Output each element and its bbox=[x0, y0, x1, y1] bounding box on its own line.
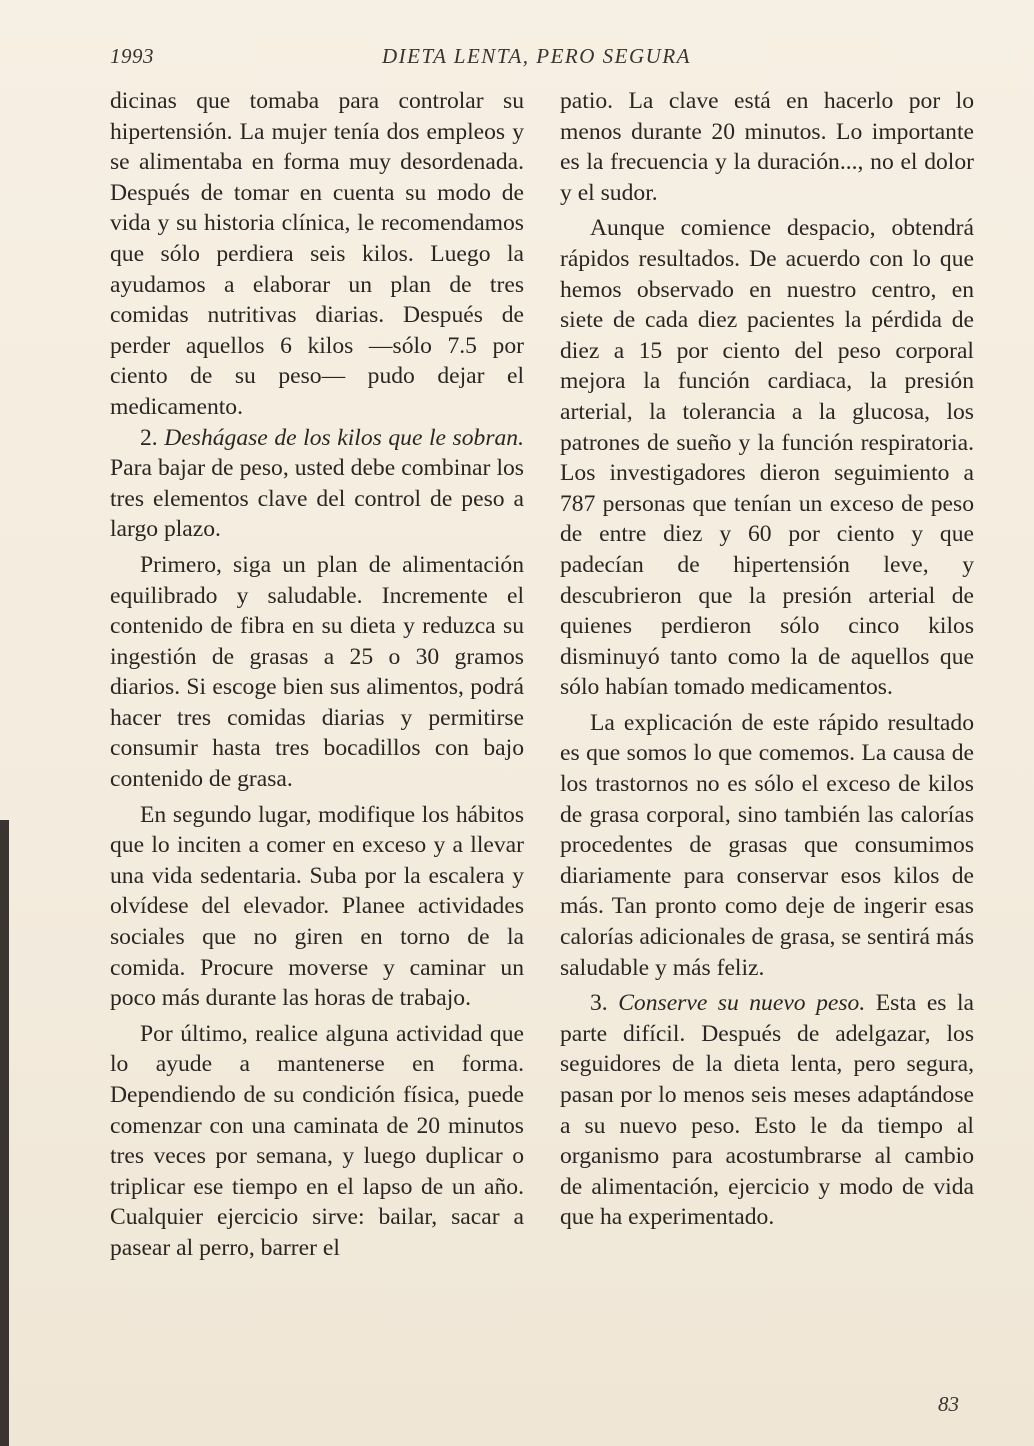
section-heading-italic: Deshágase de los kilos que le sobran. bbox=[164, 424, 524, 451]
right-paragraph-4 bbox=[560, 988, 974, 1233]
page-edge-shadow bbox=[0, 820, 9, 1446]
right-paragraph-2: Aunque comience despacio, obtendrá rápidos resultados. De acuerdo con lo que hemos observado en nuestro centro, en siete de cada diez pacientes la pérdida de diez a 15 por ciento del peso corporal mejora la función cardiaca, la presión arterial, la tolerancia a la glucosa, los patrones de sueño y la función respiratoria. Los investigadores dieron seguimiento a 787 personas que tenían un exceso de peso de entre diez y 60 por ciento y que padecían de hipertensión leve, y descubrieron que la presión arterial de quienes perdieron sólo cinco kilos disminuyó tanto como la de aquellos que sólo habían tomado medicamentos. bbox=[560, 215, 974, 701]
item-number: 2. bbox=[140, 424, 165, 451]
item-number: 3. bbox=[590, 990, 619, 1017]
running-header bbox=[110, 44, 970, 74]
right-column bbox=[560, 86, 974, 1233]
page-number: 83 bbox=[938, 1392, 959, 1416]
paragraph-text: Para bajar de peso, usted debe combinar los tres elementos clave del control de peso a largo plazo. bbox=[110, 455, 524, 543]
header-title: DIETA LENTA, PERO SEGURA bbox=[382, 44, 691, 68]
left-column bbox=[110, 86, 524, 1264]
right-paragraph-3: La explicación de este rápido resultado es que somos lo que comemos. La causa de los trastornos no es sólo el exceso de kilos de grasa corporal, sino también las calorías procedentes de grasas que consumimos diariamente para conservar esos kilos de más. Tan pronto como deje de ingerir esas calorías adicionales de grasa, se sentirá más saludable y más feliz. bbox=[560, 709, 974, 981]
left-paragraph-3: Primero, siga un plan de alimentación equilibrado y saludable. Incremente el contenido de fibra en su dieta y reduzca su ingestión de grasas a 25 o 30 gramos diarios. Si escoge bien sus alimentos, podrá hacer tres comidas diarias y permitirse consumir hasta tres bocadillos con bajo contenido de grasa. bbox=[110, 551, 524, 793]
left-paragraph-2 bbox=[110, 423, 524, 545]
left-paragraph-1: dicinas que tomaba para controlar su hipertensión. La mujer tenía dos empleos y se alimentaba en forma muy desordenada. Después de tomar en cuenta su modo de vida y su historia clínica, le recomendamos que sólo perdiera seis kilos. Luego la ayudamos a elaborar un plan de tres comidas nutritivas diarias. Después de perder aquellos 6 kilos —sólo 7.5 por ciento de su peso— pudo dejar el medicamento. bbox=[110, 88, 524, 420]
right-paragraph-1: patio. La clave está en hacerlo por lo menos durante 20 minutos. Lo importante es la frecuencia y la duración..., no el dolor y el sudor. bbox=[560, 88, 974, 206]
left-paragraph-4: En segundo lugar, modifique los hábitos que lo inciten a comer en exceso y a llevar una vida sedentaria. Suba por la escalera y olvídese del elevador. Planee actividades sociales que no giren en torno de la comida. Procure moverse y caminar un poco más durante las horas de trabajo. bbox=[110, 801, 524, 1012]
header-year: 1993 bbox=[110, 44, 154, 68]
section-heading-italic: Conserve su nuevo peso. bbox=[618, 990, 866, 1017]
left-paragraph-5: Por último, realice alguna actividad que lo ayude a mantenerse en forma. Dependiendo de su condición física, puede comenzar con una caminata de 20 minutos tres veces por semana, y luego duplicar o triplicar ese tiempo en el lapso de un año. Cualquier ejercicio sirve: bailar, sacar a pasear al perro, barrer el bbox=[110, 1020, 524, 1261]
paragraph-text: Esta es la parte difícil. Después de adelgazar, los seguidores de la dieta lenta, pero segura, pasan por lo menos seis meses adaptándose a su nuevo peso. Esto le da tiempo al organismo para acostumbrarse al cambio de alimentación, ejercicio y modo de vida que ha experimentado. bbox=[560, 990, 975, 1231]
